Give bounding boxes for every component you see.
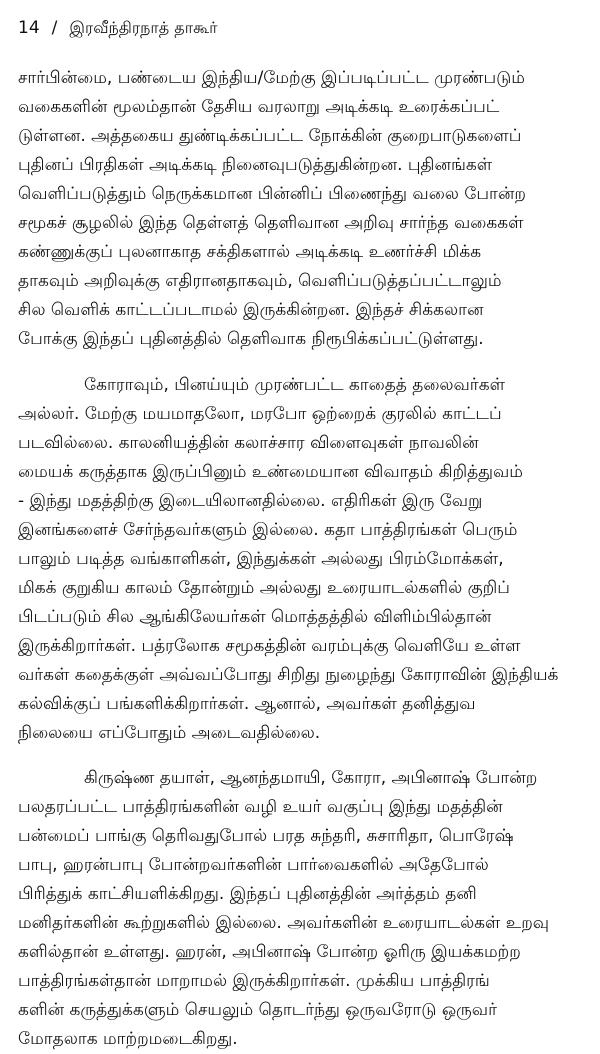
- text-line: வகைகளின் மூலம்தான் தேசிய வரலாறு அடிக்கடி உரைக்கப்பட்: [18, 97, 500, 117]
- text-line: இருக்கிறார்கள். பத்ரலோக சமூகத்தின் வரம்புக்கு வெளியே உள்ள: [18, 636, 521, 656]
- text-line: போக்கு இந்தப் புதினத்தில் தெளிவாக நிரூபிக்கப்பட்டுள்ளது.: [18, 329, 484, 349]
- text-line: மோதலாக மாற்றமடைகிறது.: [18, 1029, 238, 1049]
- text-line: களில்தான் உள்ளது. ஹரன், அபினாஷ் போன்ற ஓரிரு இயக்கமற்ற: [18, 942, 521, 962]
- text-line: பிரித்துக் காட்சியளிக்கிறது. இந்தப் புதினத்தின் அர்த்தம் தனி: [18, 884, 477, 904]
- page-number: 14: [18, 18, 40, 38]
- text-line: படவில்லை. காலனியத்தின் கலாச்சார விளைவுகள் நாவலின்: [18, 433, 479, 453]
- text-line: கண்ணுக்குப் புலனாகாத சக்திகளால் அடிக்கடி உணர்ச்சி மிக்க: [18, 242, 482, 262]
- text-line: நிலையை எப்போதும் அடைவதில்லை.: [18, 723, 321, 743]
- text-line: பிடப்படும் சில ஆங்கிலேயர்கள் மொத்தத்தில் விளிம்பில்தான்: [18, 607, 492, 627]
- text-line: பாலும் படித்த வங்காளிகள், இந்துக்கள் அல்லது பிரம்மோக்கள்,: [18, 549, 504, 569]
- text-line: கிருஷ்ண தயாள், ஆனந்தமாயி, கோரா, அபினாஷ் போன்ற: [84, 768, 538, 788]
- text-line: மையக் கருத்தாக இருப்பினும் உண்மையான விவாதம் கிறித்துவம்: [18, 462, 523, 482]
- text-line: சில வெளிக் காட்டப்படாமல் இருக்கின்றன. இந்தச் சிக்கலான: [18, 300, 484, 320]
- text-line: களின் கருத்துக்களும் செயலும் தொடர்ந்து ஒருவரோடு ஒருவர்: [18, 1000, 497, 1020]
- text-line: புதினப் பிரதிகள் அடிக்கடி நினைவுபடுத்துகின்றன. புதினங்கள்: [18, 155, 493, 175]
- text-line: தாகவும் அறிவுக்கு எதிரானதாகவும், வெளிப்படுத்தப்பட்டாலும்: [18, 271, 502, 291]
- text-line: கல்விக்குப் பங்களிக்கிறார்கள். ஆனால், அவர்கள் தனித்துவ: [18, 694, 476, 714]
- text-line: வெளிப்படுத்தும் நெருக்கமான பின்னிப் பிணைந்து வலை போன்ற: [18, 184, 526, 204]
- text-line: சார்பின்மை, பண்டைய இந்திய/மேற்கு இப்படிப்பட்ட முரண்படும்: [18, 68, 525, 88]
- text-line: கோராவும், பினய்யும் முரண்பட்ட காதைத் தலைவர்கள்: [84, 375, 505, 395]
- text-line: அல்லர். மேற்கு மயமாதலோ, மரபோ ஒற்றைக் குரலில் காட்டப்: [18, 404, 502, 424]
- text-line: பாத்திரங்கள்தான் மாறாமல் இருக்கிறார்கள். முக்கிய பாத்திரங்: [18, 971, 490, 991]
- text-line: மிகக் குறுகிய காலம் தோன்றும் அல்லது உரையாடல்களில் குறிப்: [18, 578, 510, 598]
- text-line: டுள்ளன. அத்தகைய துண்டிக்கப்பட்ட நோக்கின் குறைபாடுகளைப்: [18, 126, 522, 146]
- paragraph-1: [18, 64, 568, 354]
- book-title: இரவீந்திரநாத் தாகூர்: [69, 17, 218, 37]
- text-line: பலதரப்பட்ட பாத்திரங்களின் வழி உயர் வகுப்பு இந்து மதத்தின்: [18, 797, 503, 817]
- header-separator: /: [51, 18, 58, 38]
- text-line: பன்மைப் பாங்கு தெரிவதுபோல் பரத சுந்தரி, சுசாரிதா, பொரேஷ்: [18, 826, 514, 846]
- text-line: மனிதர்களின் கூற்றுகளில் இல்லை. அவர்களின் உரையாடல்கள் உறவு: [18, 913, 550, 933]
- text-line: சமூகச் சூழலில் இந்த தெள்ளத் தெளிவான அறிவு சார்ந்த வகைகள்: [18, 213, 524, 233]
- text-line: பாபு, ஹரன்பாபு போன்றவர்களின் பார்வைகளில் அதேபோல்: [18, 855, 489, 875]
- running-header: [18, 10, 568, 46]
- paragraph-3: [18, 764, 568, 1054]
- text-line: வர்கள் கதைக்குள் அவ்வப்போது சிறிது நுழைந்து கோராவின் இந்தியக்: [18, 665, 559, 685]
- text-line: இனங்களைச் சேர்ந்தவர்களும் இல்லை. கதா பாத்திரங்கள் பெரும்: [18, 520, 518, 540]
- paragraph-2: [18, 371, 568, 748]
- text-line: - இந்து மதத்திற்கு இடையிலானதில்லை. எதிரிகள் இரு வேறு: [18, 491, 483, 511]
